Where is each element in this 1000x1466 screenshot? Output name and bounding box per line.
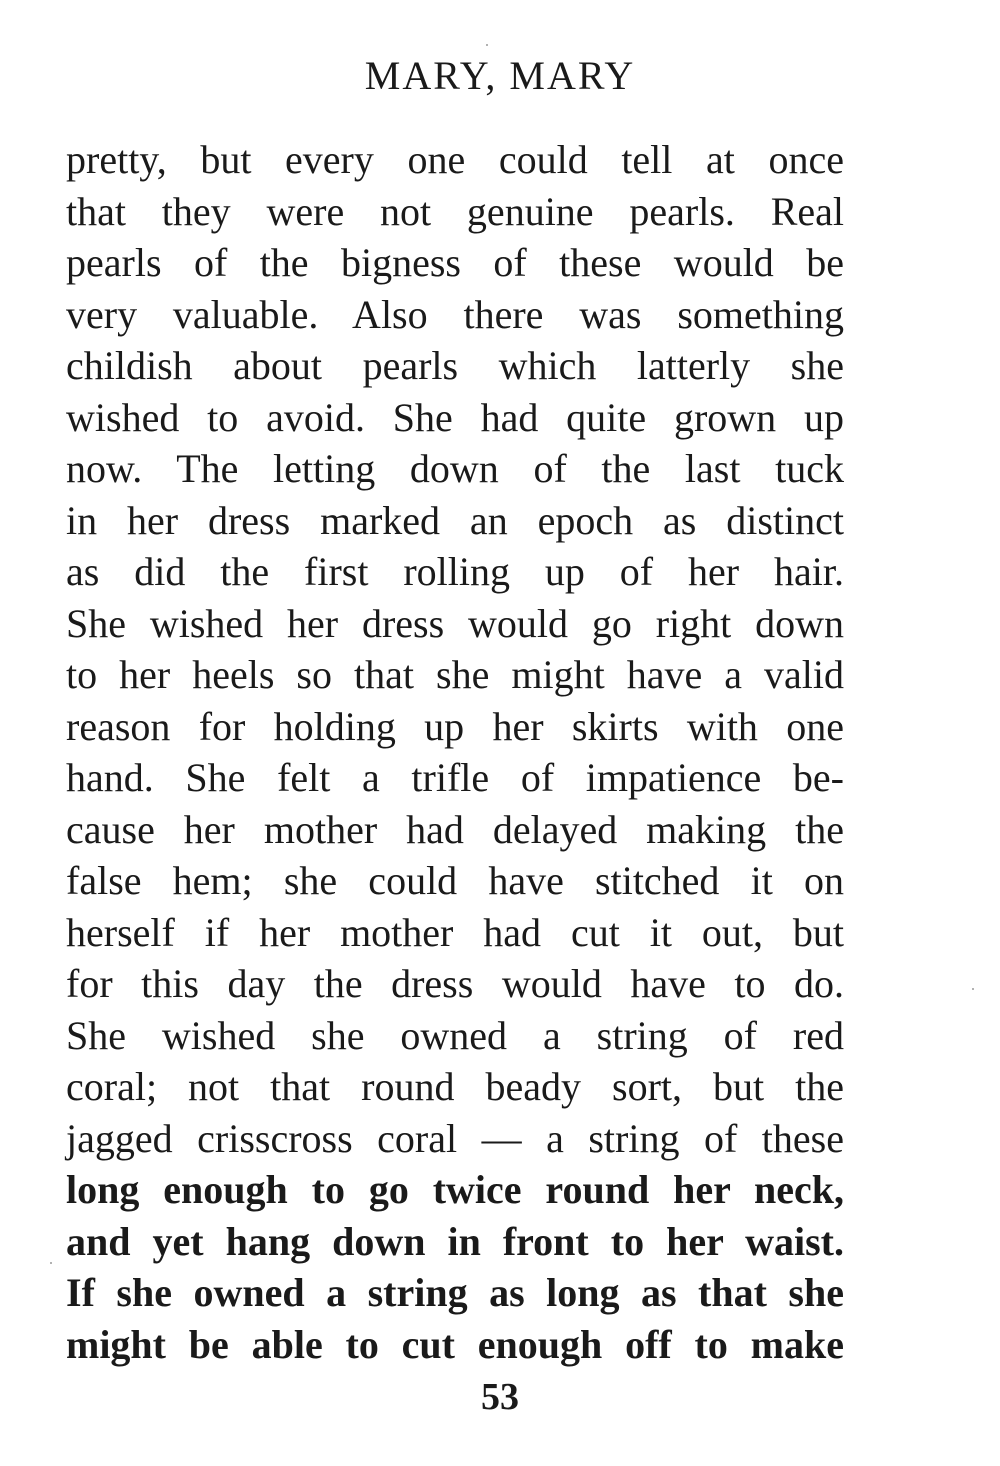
text-line: cause her mother had delayed making the	[66, 806, 844, 852]
text-line: jagged crisscross coral — a string of these	[66, 1115, 844, 1161]
text-line: She wished she owned a string of red	[66, 1012, 844, 1058]
text-line: to her heels so that she might have a valid	[66, 652, 844, 697]
text-line: false hem; she could have stitched it on	[66, 858, 844, 903]
text-line: long enough to go twice round her neck,	[66, 1167, 844, 1212]
text-line: wished to avoid. She had quite grown up	[66, 394, 844, 440]
body-text	[66, 134, 844, 1370]
scan-speck	[486, 44, 488, 46]
text-line: as did the first rolling up of her hair.	[66, 549, 844, 594]
text-line: very valuable. Also there was something	[66, 291, 844, 337]
text-line: She wished her dress would go right down	[66, 600, 844, 646]
text-line: pretty, but every one could tell at once	[66, 137, 844, 182]
text-line: pearls of the bigness of these would be	[66, 240, 844, 285]
text-line: that they were not genuine pearls. Real	[66, 188, 844, 234]
running-head: MARY, MARY	[364, 53, 636, 98]
text-line: in her dress marked an epoch as distinct	[66, 497, 844, 543]
scan-speck	[50, 1262, 52, 1264]
text-line: childish about pearls which latterly she	[66, 343, 844, 388]
text-line: coral; not that round beady sort, but the	[66, 1064, 844, 1109]
text-line: and yet hang down in front to her waist.	[66, 1218, 844, 1264]
text-line: If she owned a string as long as that she	[66, 1270, 844, 1315]
text-line: for this day the dress would have to do.	[66, 961, 844, 1006]
text-line: herself if her mother had cut it out, but	[66, 909, 844, 955]
text-line: now. The letting down of the last tuck	[66, 446, 844, 491]
scan-speck	[972, 988, 974, 990]
text-line: might be able to cut enough off to make	[66, 1321, 844, 1367]
text-line: reason for holding up her skirts with one	[66, 703, 844, 749]
page-number: 53	[481, 1376, 519, 1418]
text-line: hand. She felt a trifle of impatience be-	[66, 755, 844, 800]
